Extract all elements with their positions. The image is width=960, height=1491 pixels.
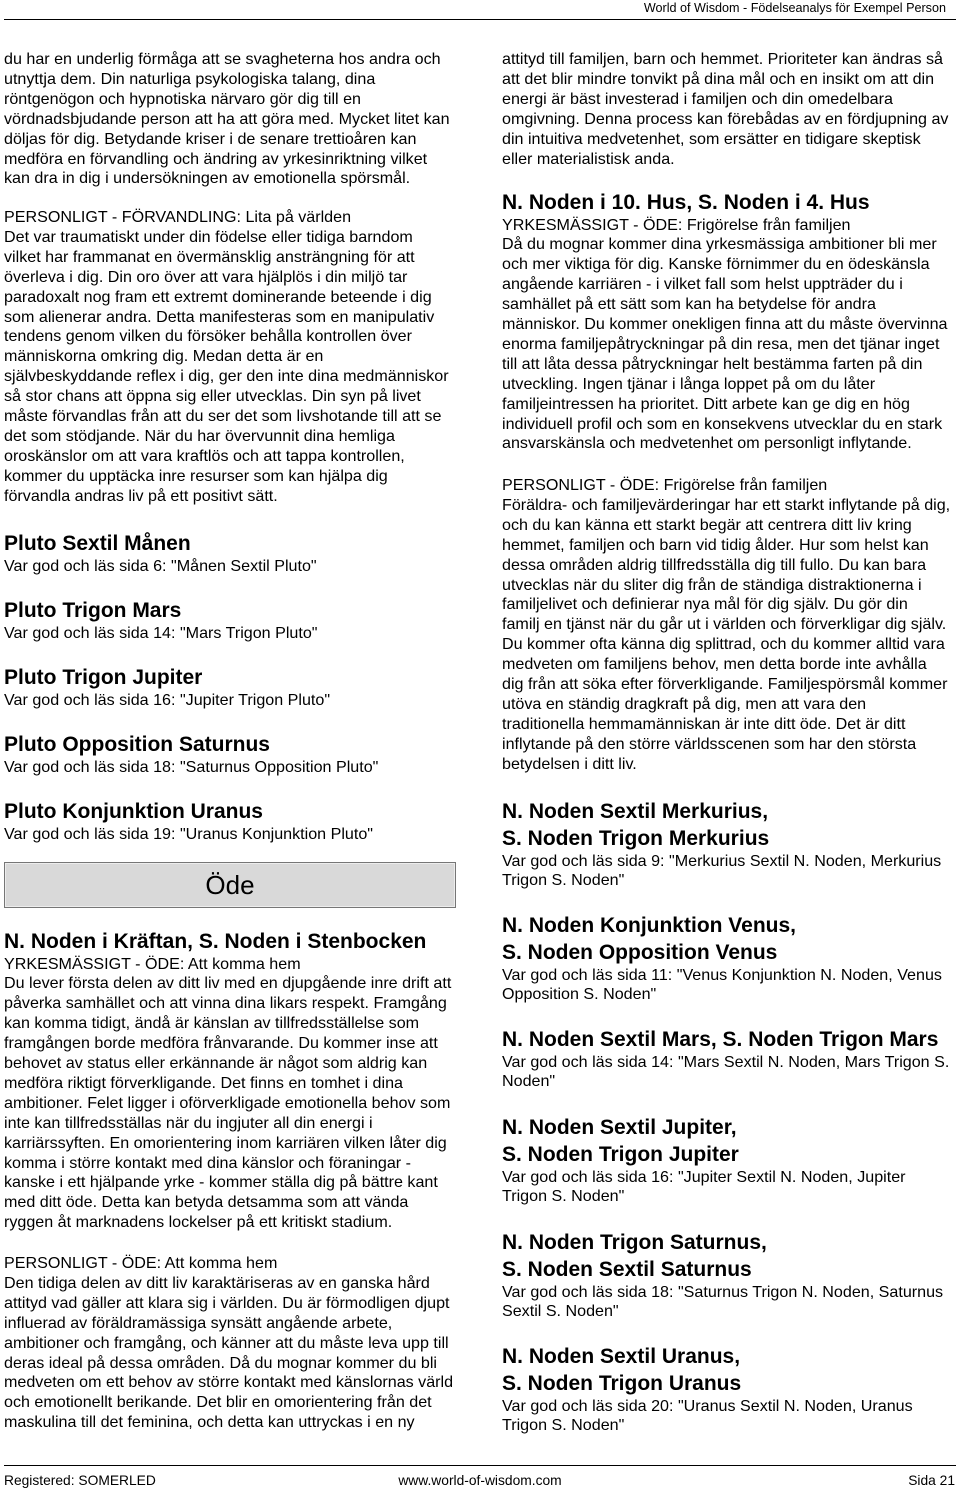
text-line: enorma familjepåtryckningar på din resa, men det tjänar inget — [502, 334, 940, 353]
section-subtitle: PERSONLIGT - FÖRVANDLING: Lita på världen — [4, 208, 352, 226]
text-line: självbeskyddande reflex i dig, ger den inte dina medmänniskor — [4, 367, 449, 386]
aspect-reference — [502, 798, 958, 892]
text-line: karriärssyften. En omorientering inom karriären vilken låter dig — [4, 1133, 447, 1152]
text-line: utvecklas när du sliter dig från de ständiga distraktionerna i — [502, 575, 922, 594]
text-line: inte kan tillfredsställas när du ingjuter all din energi i — [4, 1113, 373, 1132]
page-reference-line: Opposition S. Noden" — [502, 985, 657, 1004]
text-line: röntgenögon och hypnotiska närvaro gör dig till en — [4, 89, 361, 108]
text-line: attityd till familjen, barn och hemmet. Prioriteter kan ändras så — [502, 50, 943, 68]
aspect-reference — [502, 912, 958, 1006]
aspect-heading: Pluto Trigon Jupiter — [4, 665, 203, 689]
aspect-heading-line: S. Noden Trigon Jupiter — [502, 1142, 739, 1166]
text-line: framgången borde medföra frånvarande. Du kommer inse att — [4, 1034, 438, 1053]
node-sign-section — [4, 928, 456, 1234]
aspect-reference — [4, 597, 456, 644]
text-line: människorna omkring dig. Medan detta är en — [4, 347, 324, 366]
text-line: dig från att söka efter förverkligande. Familjespörsmål kommer — [502, 675, 948, 694]
node-sign-personal — [4, 1254, 456, 1433]
section-heading: N. Noden i 10. Hus, S. Noden i 4. Hus — [502, 190, 870, 214]
page-reference-line: Var god och läs sida 11: "Venus Konjunktion N. Noden, Venus — [502, 965, 942, 984]
text-line: Det var traumatiskt under din födelse eller tidiga barndom — [4, 227, 413, 246]
text-line: ryggen åt marknadens lockelser på ett kritiskt stadium. — [4, 1213, 393, 1232]
text-line: och emotionellt berikande. Det blir en omorientering från det — [4, 1393, 432, 1412]
page-reference-line: Sextil S. Noden" — [502, 1302, 619, 1321]
paragraph — [4, 228, 456, 507]
aspect-heading — [502, 1114, 958, 1168]
aspect-heading-line: N. Noden Sextil Mars, S. Noden Trigon Mars — [502, 1027, 939, 1051]
aspect-heading-line: N. Noden Konjunktion Venus, — [502, 913, 796, 937]
aspect-reference — [4, 530, 456, 577]
aspect-heading: Pluto Sextil Månen — [4, 531, 191, 555]
page-reference-line: Trigon S. Noden" — [502, 871, 625, 890]
text-line: utöva en ständig dragkraft på dig, men att vara den — [502, 694, 867, 713]
section-transformation-personal — [4, 208, 456, 507]
page-reference-line: Var god och läs sida 18: "Saturnus Trigon N. Noden, Saturnus — [502, 1282, 944, 1301]
text-line: till att låta dessa påtryckningar helt bestämma farten på din — [502, 354, 923, 373]
text-line: förvandla andras liv på ett positivt sätt. — [4, 486, 278, 505]
aspect-heading-line: N. Noden Sextil Uranus, — [502, 1344, 741, 1368]
text-line: komma i större kontakt med dina känslor och föraningar - — [4, 1153, 411, 1172]
aspect-reference — [4, 798, 456, 845]
text-line: angående karriären - i vilket fall som helst uppträder du i — [502, 275, 903, 294]
text-line: omgivning. Denna process kan förebådas av en fördjupning av — [502, 109, 949, 128]
page-reference-note: Var god och läs sida 6: "Månen Sextil Pluto" — [4, 556, 317, 575]
aspect-heading: Pluto Opposition Saturnus — [4, 732, 270, 756]
right-column — [502, 0, 958, 1491]
text-line: Du kommer ofta känna dig splittrad, och du kommer alltid vara — [502, 635, 945, 654]
text-line: ambitioner. Felet ligger i oförverkligade emotionella behov som — [4, 1093, 451, 1112]
text-line: medföra riktigt förverkligande. Det finns en tomhet i dina — [4, 1073, 403, 1092]
aspect-heading-line: S. Noden Opposition Venus — [502, 940, 778, 964]
text-line: ansvarskänsla och medvetenhet om personligt inflytande. — [502, 434, 912, 453]
text-line: individuell profil och som en konsekvens utvecklar du en stark — [502, 414, 943, 433]
aspect-reference — [4, 664, 456, 711]
text-line: överleva i dig. Din oro över att vara hjälplös i din miljö tar — [4, 267, 408, 286]
text-line: medveten om ett behov av större kontakt med känslornas värld — [4, 1373, 454, 1392]
aspect-heading-line: N. Noden Trigon Saturnus, — [502, 1230, 767, 1254]
page-reference-note: Var god och läs sida 19: "Uranus Konjunktion Pluto" — [4, 824, 373, 843]
text-line: kommer du upptäcka inre resurser som kan hjälpa dig — [4, 466, 388, 485]
text-line: det som stödjande. När du har övervunnit dina hemliga — [4, 426, 395, 445]
aspect-heading — [502, 798, 958, 852]
section-subtitle: PERSONLIGT - ÖDE: Att komma hem — [4, 1254, 278, 1272]
text-line: dessa områden aldrig tillfredsställa dig till fullo. Du kan bara — [502, 555, 927, 574]
text-line: att det blir mindre tonvikt på dina mål och en insikt om att din — [502, 69, 935, 88]
continued-paragraph — [502, 50, 958, 169]
aspect-heading-line: S. Noden Trigon Uranus — [502, 1371, 742, 1395]
text-line: eller materialistisk anda. — [502, 149, 675, 168]
text-line: oroskänslor om att vara kraftlös och att tappa kontrollen, — [4, 446, 405, 465]
text-line: energi är bäst investerad i familjen och din omedelbara — [502, 89, 893, 108]
text-line: människor. Du kommer onekligen finna att du måste övervinna — [502, 315, 948, 334]
text-line: utnyttja dem. Din naturliga psykologiska talang, dina — [4, 69, 376, 88]
paragraph — [502, 235, 958, 454]
text-line: behovet av status eller erkännande är något som aldrig kan — [4, 1054, 428, 1073]
page-reference-note — [502, 1053, 958, 1093]
text-line: influerad av föräldramässiga synsätt angående arbete, — [4, 1313, 393, 1332]
footer-website: www.world-of-wisdom.com — [398, 1473, 562, 1488]
page-reference-line: Trigon S. Noden" — [502, 1416, 625, 1435]
text-line: familj en tjänst när du går ut i världen och förverkligar dig själv. — [502, 615, 947, 634]
footer-divider — [4, 1465, 956, 1466]
page-reference-note — [502, 1283, 958, 1323]
section-subtitle: YRKESMÄSSIGT - ÖDE: Att komma hem — [4, 954, 301, 973]
section-subtitle: YRKESMÄSSIGT - ÖDE: Frigörelse från familjen — [502, 215, 851, 234]
aspect-heading-line: N. Noden Sextil Merkurius, — [502, 799, 769, 823]
page-reference-line: Var god och läs sida 9: "Merkurius Sextil N. Noden, Merkurius — [502, 851, 942, 870]
aspect-reference — [502, 1114, 958, 1208]
section-heading: N. Noden i Kräftan, S. Noden i Stenbocken — [4, 929, 427, 953]
paragraph — [502, 496, 958, 775]
text-line: Föräldra- och familjevärderingar har ett starkt inflytande på dig, — [502, 495, 951, 514]
text-line: Du lever första delen av ditt liv med en djupgående inre drift att — [4, 974, 452, 993]
continued-paragraph — [4, 50, 456, 189]
text-line: maskulina till det feminina, och detta kan uttryckas i en ny — [4, 1413, 415, 1432]
aspect-reference — [502, 1026, 958, 1093]
page-reference-note — [502, 852, 958, 892]
text-line: deras ideal på dessa områden. Då du mognar kommer du bli — [4, 1353, 437, 1372]
page-reference-note: Var god och läs sida 14: "Mars Trigon Pluto" — [4, 623, 318, 642]
aspect-heading-line: S. Noden Trigon Merkurius — [502, 826, 770, 850]
text-line: traditionella hemmamänniskan är inte ditt öde. Det är ditt — [502, 714, 906, 733]
text-line: ambitioner och framgång, och känner att du måste leva upp till — [4, 1333, 449, 1352]
text-line: vördnadsbjudande person att ha att göra med. Mycket litet kan — [4, 109, 450, 128]
text-line: betydelsen i ditt liv. — [502, 754, 637, 773]
text-line: hemmet, familjen och barn vid tidig ålder. Hur som helst kan — [502, 535, 929, 554]
aspect-heading — [502, 1343, 958, 1397]
page-reference-line: Noden" — [502, 1072, 556, 1091]
header-title: World of Wisdom - Födelseanalys för Exempel Person — [643, 1, 946, 15]
text-line: du har en underlig förmåga att se svagheterna hos andra och — [4, 50, 441, 68]
aspect-heading-line: S. Noden Sextil Saturnus — [502, 1257, 752, 1281]
aspect-heading — [502, 912, 958, 966]
text-line: familjelivet och definierar nya mål för dig själv. Du gör din — [502, 595, 908, 614]
section-banner-title: Öde — [205, 870, 255, 900]
text-line: döljas för dig. Betydande kriser i de senare trettioåren kan — [4, 129, 417, 148]
page-reference-note — [502, 1168, 958, 1208]
page-reference-note — [502, 966, 958, 1006]
page-reference-line: Var god och läs sida 20: "Uranus Sextil N. Noden, Uranus — [502, 1396, 913, 1415]
text-line: familjeintressen ha prioritet. Ditt arbete kan ge dig en hög — [502, 394, 910, 413]
page-reference-line: Trigon S. Noden" — [502, 1187, 625, 1206]
aspect-reference — [502, 1229, 958, 1323]
paragraph — [4, 1274, 456, 1433]
text-line: så stor chans att öppna sig eller utvecklas. Din syn på livet — [4, 387, 421, 406]
node-house-section — [502, 189, 958, 455]
aspect-heading-line: N. Noden Sextil Jupiter, — [502, 1115, 737, 1139]
text-line: med ditt öde. Detta kan betyda detsamma som att vända — [4, 1193, 409, 1212]
text-line: medveten om familjens behov, men detta borde inte avhålla — [502, 655, 927, 674]
text-line: kanske i ett hjälpande yrke - kommer ställa dig på bättre kant — [4, 1173, 438, 1192]
section-subtitle: PERSONLIGT - ÖDE: Frigörelse från familjen — [502, 476, 828, 494]
text-line: inflytande på den större världsscenen som har den största — [502, 734, 917, 753]
footer-registered: Registered: SOMERLED — [4, 1473, 156, 1488]
page-reference-note — [502, 1397, 958, 1437]
paragraph — [4, 974, 456, 1233]
page-reference-note: Var god och läs sida 16: "Jupiter Trigon Pluto" — [4, 690, 331, 709]
text-line: påverka samhället och att vinna dina likars respekt. Framgång — [4, 994, 447, 1013]
text-line: som alienerar andra. Detta manifesteras som en manipulativ — [4, 307, 435, 326]
text-line: utveckling. Ingen tjänar i långa loppet på om du låter — [502, 374, 876, 393]
text-line: tendens genom vilken du försöker behålla kontrollen över — [4, 327, 412, 346]
node-house-personal — [502, 476, 958, 775]
page-reference-line: Var god och läs sida 14: "Mars Sextil N. Noden, Mars Trigon S. — [502, 1052, 950, 1071]
aspect-heading — [502, 1229, 958, 1283]
aspect-reference — [4, 731, 456, 778]
text-line: din intuitiva medvetenhet, som ersätter en tidigare skeptisk — [502, 129, 921, 148]
text-line: medföra en förvandling och ändring av yrkesinriktning vilket — [4, 149, 428, 168]
aspect-heading — [502, 1026, 958, 1053]
footer-page-number: Sida 21 — [908, 1473, 955, 1488]
aspect-reference — [502, 1343, 958, 1437]
page-reference-note: Var god och läs sida 18: "Saturnus Opposition Pluto" — [4, 757, 379, 776]
text-line: och mer viktiga för dig. Kanske förnimmer du en ödeskänsla — [502, 255, 930, 274]
text-line: samhället på ett sätt som kan ha betydelse för andra — [502, 295, 876, 314]
section-banner — [4, 862, 456, 908]
aspect-heading: Pluto Konjunktion Uranus — [4, 799, 263, 823]
text-line: Då du mognar kommer dina yrkesmässiga ambitioner bli mer — [502, 235, 937, 254]
text-line: paradoxalt nog fram ett extremt dominerande beteende i dig — [4, 287, 432, 306]
text-line: vilket har frammanat en övermänsklig ansträngning för att — [4, 247, 415, 266]
page-reference-line: Var god och läs sida 16: "Jupiter Sextil N. Noden, Jupiter — [502, 1167, 906, 1186]
text-line: kan dra in dig i undersökningen av emotionella spörsmål. — [4, 169, 411, 188]
text-line: kan komma tidigt, ändå är känslan av tillfredsställelse som — [4, 1014, 420, 1033]
text-line: attityd vad gäller att klara sig i världen. Du är förmodligen djupt — [4, 1293, 450, 1312]
left-column — [4, 0, 456, 1491]
aspect-heading: Pluto Trigon Mars — [4, 598, 182, 622]
text-line: Den tidiga delen av ditt liv karaktäriseras av en ganska hård — [4, 1273, 430, 1292]
text-line: och du kan känna ett starkt begär att centrera ditt liv kring — [502, 515, 912, 534]
text-line: måste förvandlas från att du ser det som livshotande till att se — [4, 407, 442, 426]
